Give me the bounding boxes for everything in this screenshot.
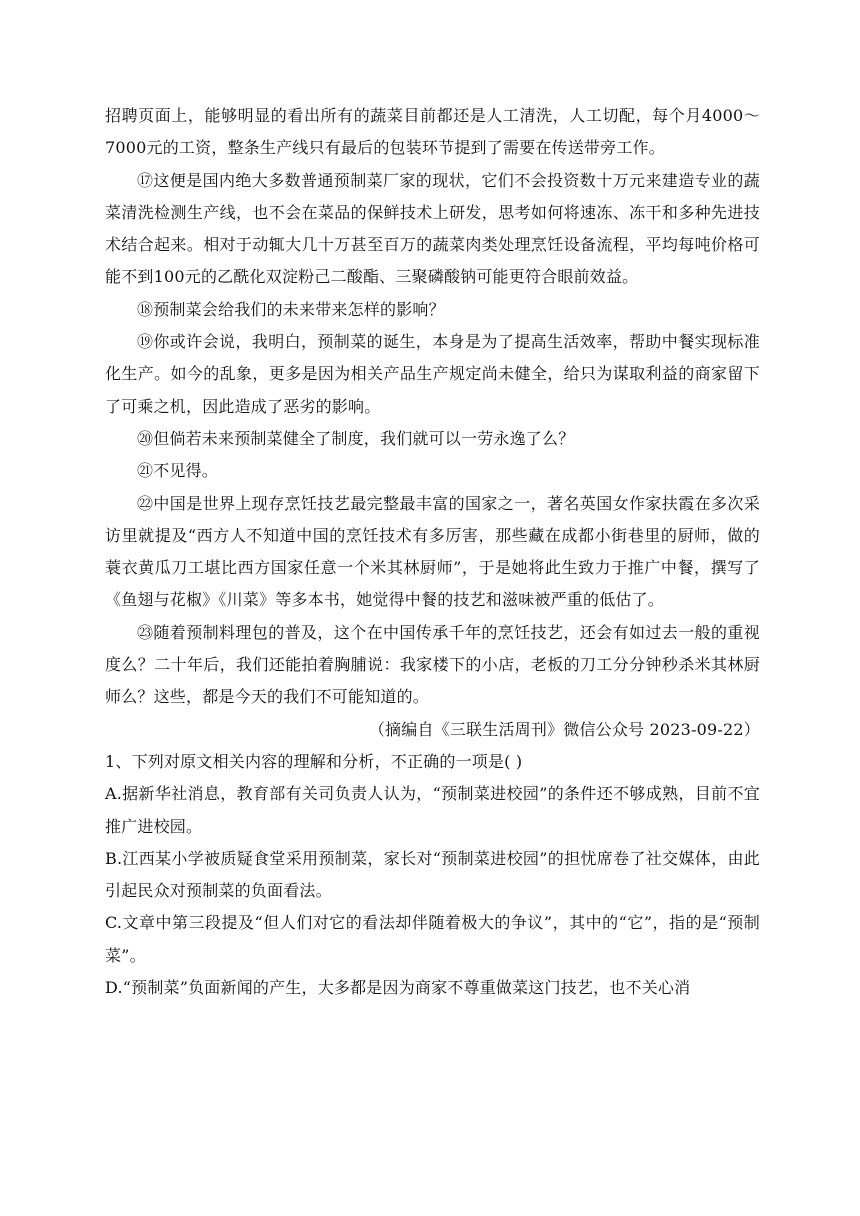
question-option-b: B.江西某小学被质疑食堂采用预制菜，家长对“预制菜进校园”的担忧席卷了社交媒体，由此引起民众对预制菜的负面看法。 bbox=[105, 848, 760, 901]
article-paragraph: ⑲你或许会说，我明白，预制菜的诞生，本身是为了提高生活效率，帮助中餐实现标准化生产。如今的乱象，更多是因为相关产品生产规定尚未健全，给只为谋取利益的商家留下了可乘之机，因此造成了恶劣的影响。 bbox=[105, 332, 760, 416]
article-paragraph: 招聘页面上，能够明显的看出所有的蔬菜目前都还是人工清洗，人工切配，每个月4000～7000元的工资，整条生产线只有最后的包装环节提到了需要在传送带旁工作。 bbox=[105, 106, 760, 158]
article-paragraph: ㉒中国是世界上现存烹饪技艺最完整最丰富的国家之一，著名英国女作家扶霞在多次采访里就提及“西方人不知道中国的烹饪技术有多厉害，那些藏在成都小街巷里的厨师，做的蓑衣黄瓜刀工堪比西方国家任意一个米其林厨师”，于是她将此生致力于推广中餐，撰写了《鱼翅与花椒》《川菜》等多本书，她觉得中餐的技艺和滋味被严重的低估了。 bbox=[105, 493, 760, 610]
article-paragraph: ⑳但倘若未来预制菜健全了制度，我们就可以一劳永逸了么？ bbox=[137, 428, 575, 448]
article-paragraph: ⑱预制菜会给我们的未来带来怎样的影响？ bbox=[137, 299, 445, 319]
article-paragraph: ⑰这便是国内绝大多数普通预制菜厂家的现状，它们不会投资数十万元来建造专业的蔬菜清洗检测生产线，也不会在菜品的保鲜技术上研发，思考如何将速冻、冻干和多种先进技术结合起来。相对于动辄大几十万甚至百万的蔬菜肉类处理烹饪设备流程，平均每吨价格可能不到100元的乙酰化双淀粉己二酸酯、三聚磷酸钠可能更符合眼前效益。 bbox=[105, 170, 760, 287]
question-stem: 1、下列对原文相关内容的理解和分析，不正确的一项是( ) bbox=[105, 751, 523, 771]
article-body bbox=[105, 100, 760, 1004]
article-paragraph: ㉓随着预制料理包的普及，这个在中国传承千年的烹饪技艺，还会有如过去一般的重视度么？二十年后，我们还能拍着胸脯说：我家楼下的小店，老板的刀工分分钟秒杀米其林厨师么？这些，都是今天的我们不可能知道的。 bbox=[105, 622, 760, 707]
article-paragraph: ㉑不见得。 bbox=[137, 461, 219, 481]
question-option-c: C.文章中第三段提及“但人们对它的看法却伴随着极大的争议”，其中的“它”，指的是“预制菜”。 bbox=[105, 913, 760, 965]
question-option-d: D.“预制菜”负面新闻的产生，大多都是因为商家不尊重做菜这门技艺，也不关心消 bbox=[105, 978, 691, 998]
question-option-a: A.据新华社消息，教育部有关司负责人认为，“预制菜进校园”的条件还不够成熟，目前不宜推广进校园。 bbox=[105, 784, 760, 836]
article-source: （摘编自《三联生活周刊》微信公众号 2023-09-22） bbox=[368, 719, 760, 739]
